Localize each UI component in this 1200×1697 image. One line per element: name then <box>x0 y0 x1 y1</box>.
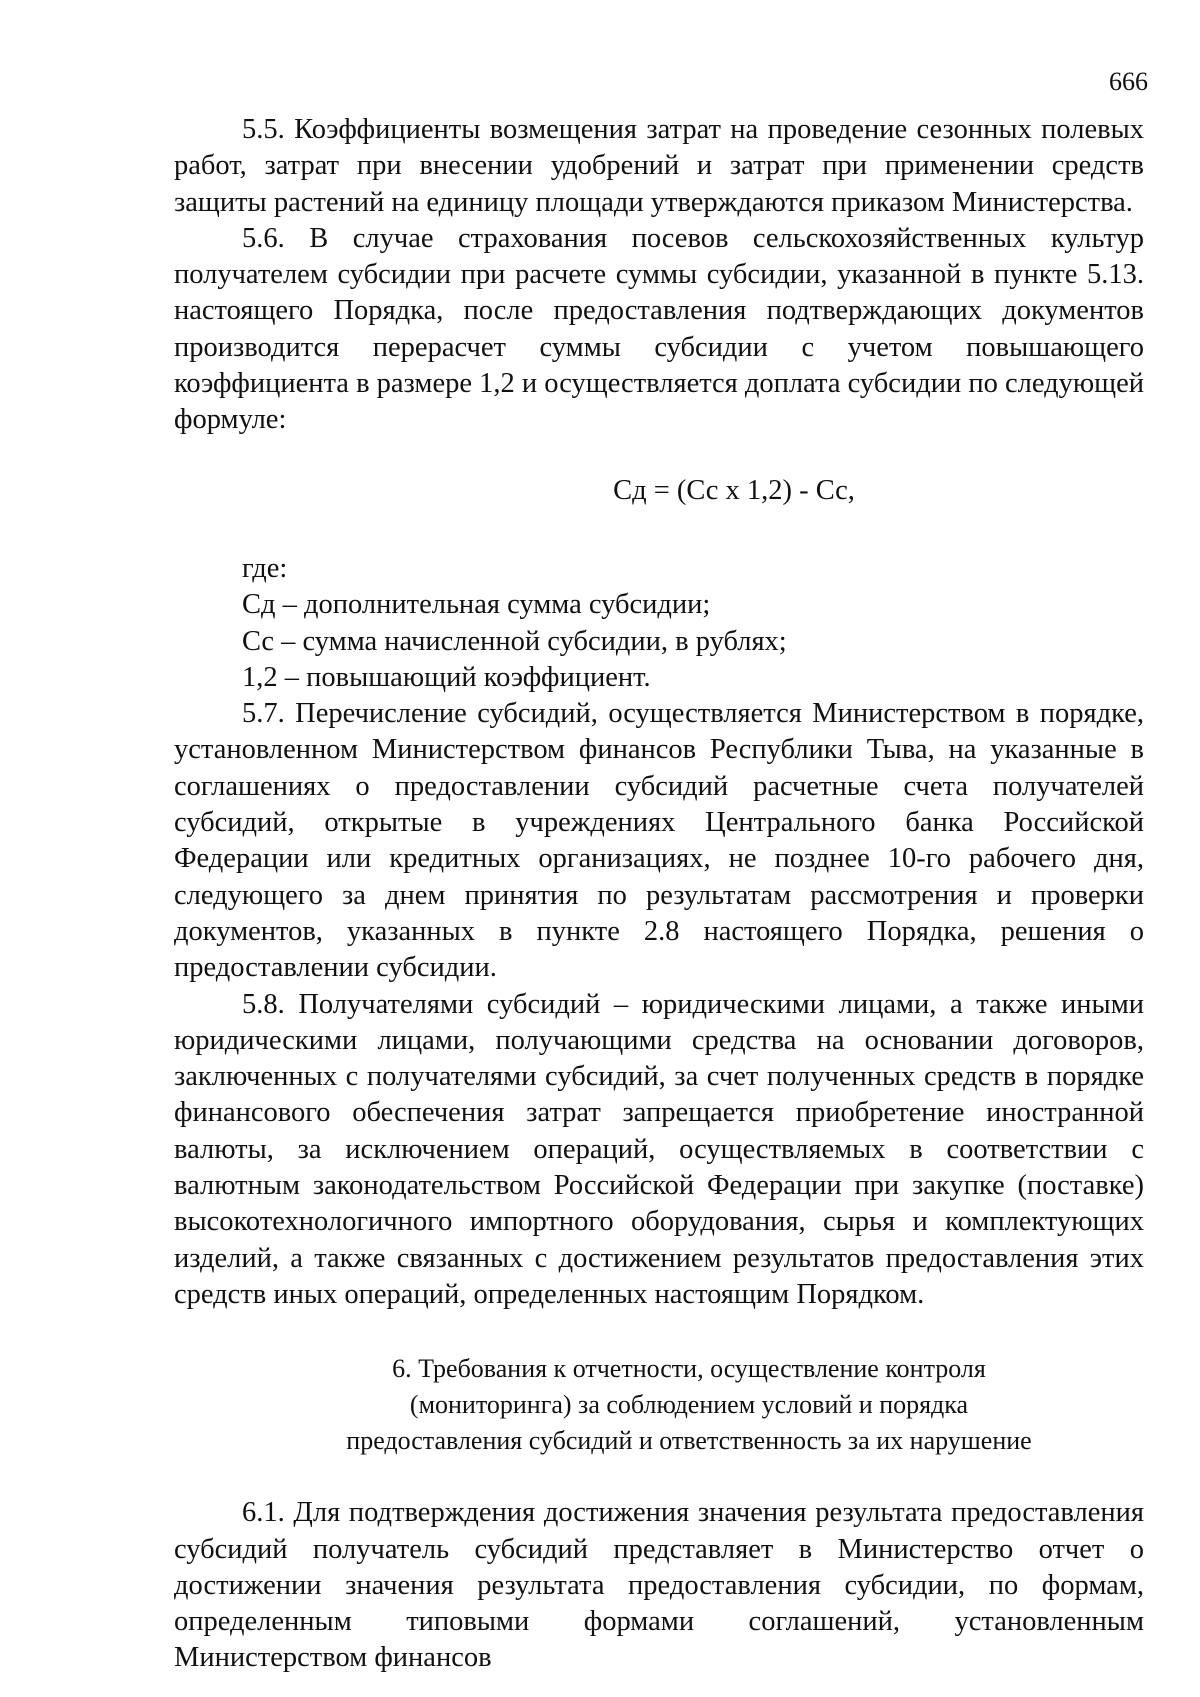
section-6-heading <box>174 1351 1144 1459</box>
definition-ss: Сс – сумма начисленной субсидии, в рублях; <box>242 625 787 657</box>
paragraph-5-7: 5.7. Перечисление субсидий, осуществляется Министерством в порядке, установленном Министерством финансов Республики Тыва, на указанные в соглашениях о предоставлении субсидий расчетные счета получателей субсидий, открытые в учреждениях Центрального банка Российской Федерации или кредитных организациях, не позднее 10-го рабочего дня, следующего за днем принятия по результатам рассмотрения и проверки документов, указанных в пункте 2.8 настоящего Порядка, решения о предоставлении субсидии. <box>174 698 1144 984</box>
document-body <box>174 112 1144 1677</box>
subsidy-formula: Сд = (Сс х 1,2) - Сс, <box>613 474 855 506</box>
section-heading-line: (мониторинга) за соблюдением условий и порядка <box>409 1390 969 1420</box>
paragraph-6-1: 6.1. Для подтверждения достижения значения результата предоставления субсидий получатель субсидий представляет в Министерство отчет о достижении значения результата предоставления субсидии, по формам, определенным типовыми формами соглашений, установленным Министерством финансов <box>174 1497 1144 1674</box>
page-number: 666 <box>1109 67 1148 96</box>
paragraph-5-5: 5.5. Коэффициенты возмещения затрат на проведение сезонных полевых работ, затрат при внесении удобрений и затрат при применении средств защиты растений на единицу площади утверждаются приказом Министерства. <box>174 114 1144 218</box>
paragraph-5-6: 5.6. В случае страхования посевов сельскохозяйственных культур получателем субсидии при расчете суммы субсидии, указанной в пункте 5.13. настоящего Порядка, после предоставления подтверждающих документов производится перерасчет суммы субсидии с учетом повышающего коэффициента в размере 1,2 и осуществляется доплата субсидии по следующей формуле: <box>174 222 1144 436</box>
definition-sd: Сд – дополнительная сумма субсидии; <box>242 589 711 621</box>
section-heading-line: предоставления субсидий и ответственность за их нарушение <box>346 1426 1032 1456</box>
where-label: где: <box>242 552 288 584</box>
paragraph-5-8: 5.8. Получателями субсидий – юридическими лицами, а также иными юридическими лицами, получающими средства на основании договоров, заключенных с получателями субсидий, за счет полученных средств в порядке финансового обеспечения затрат запрещается приобретение иностранной валюты, за исключением операций, осуществляемых в соответствии с валютным законодательством Российской Федерации при закупке (поставке) высокотехнологичного импортного оборудования, сырья и комплектующих изделий, а также связанных с достижением результатов предоставления этих средств иных операций, определенных настоящим Порядком. <box>174 988 1144 1310</box>
definition-coefficient: 1,2 – повышающий коэффициент. <box>242 661 651 693</box>
section-heading-line: 6. Требования к отчетности, осуществление контроля <box>392 1354 986 1384</box>
